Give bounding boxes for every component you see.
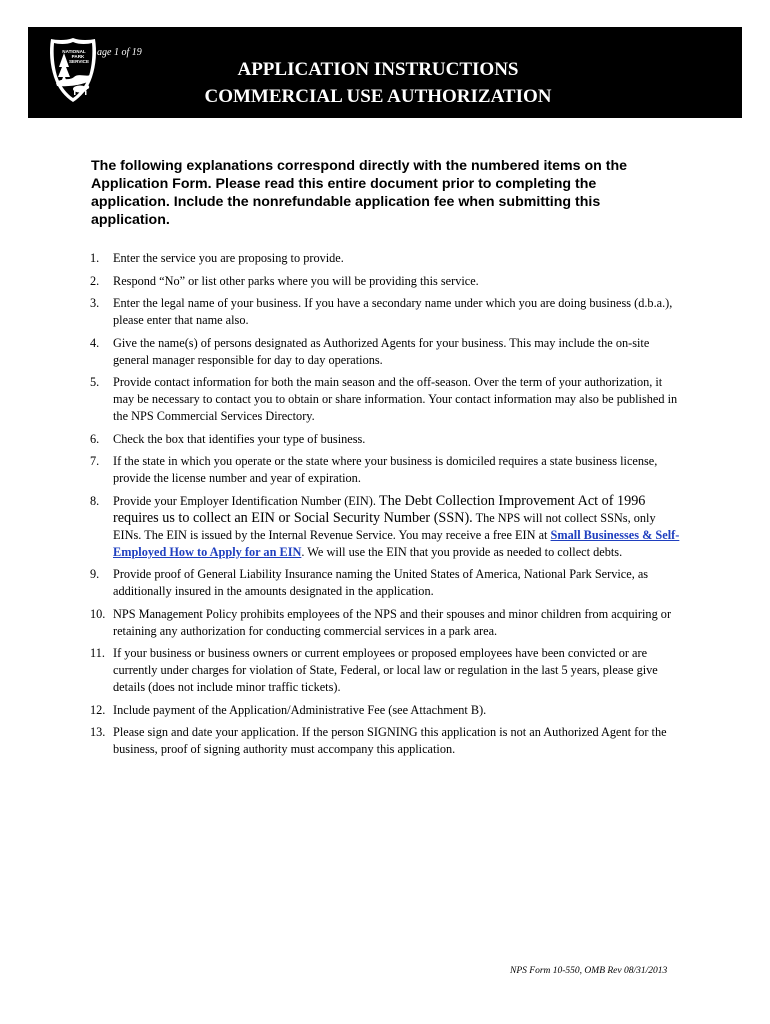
- list-item: [90, 273, 690, 290]
- list-item: [90, 645, 690, 696]
- item-text: If your business or business owners or current employees or proposed employees have been convicted or are currently under charges for violation of State, Federal, or local law or regulation in the last 5 years, please give details (does not include minor traffic tickets).: [113, 646, 658, 694]
- item-text: Give the name(s) of persons designated as Authorized Agents for your business. This may include the on-site general manager responsible for day to day operations.: [113, 335, 650, 367]
- item-text-part: The NPS will not collect SSNs, only EINs. The EIN is issued by the Internal Revenue Service. You may receive a free EIN at: [113, 510, 656, 542]
- item-text: Respond “No” or list other parks where you will be providing this service.: [113, 273, 479, 288]
- item-text: Include payment of the Application/Administrative Fee (see Attachment B).: [113, 702, 487, 717]
- header-bar: [28, 27, 742, 118]
- list-item: [90, 250, 690, 267]
- intro-paragraph: The following explanations correspond directly with the numbered items on the Application Form. Please read this entire document prior to completing the application. Include the nonrefundable application fee when submitting this application.: [91, 158, 628, 228]
- document-title-line-2: COMMERCIAL USE AUTHORIZATION: [204, 86, 552, 107]
- item-number: 12.: [90, 702, 106, 717]
- item-text-part: Provide your Employer Identification Number (EIN).: [113, 493, 380, 508]
- item-text: [113, 493, 681, 561]
- list-item: [90, 453, 690, 487]
- list-item: [90, 566, 690, 600]
- item-text: Please sign and date your application. If the person SIGNING this application is not an Authorized Agent for the business, proof of signing authority must accompany this application.: [113, 725, 667, 756]
- list-item: [90, 335, 690, 369]
- logo-text-park: PARK: [71, 54, 85, 59]
- document-title-line-1: APPLICATION INSTRUCTIONS: [237, 59, 519, 80]
- page-number: age 1 of 19: [97, 47, 142, 58]
- logo-text-service: SERVICE: [68, 59, 90, 64]
- item-text: Enter the legal name of your business. If you have a secondary name under which you are doing business (d.b.a.), please enter that name also.: [113, 296, 673, 327]
- list-item: [90, 724, 690, 758]
- item-text: NPS Management Policy prohibits employees of the NPS and their spouses and minor children from acquiring or retaining any authorization for conducting commercial services in a park area.: [113, 606, 672, 638]
- item-text: Provide proof of General Liability Insurance naming the United States of America, National Park Service, as additionally insured in the amounts designated in the application.: [113, 567, 649, 598]
- item-number: 10.: [90, 606, 106, 621]
- item-number: 13.: [90, 725, 106, 739]
- item-number: 9.: [90, 567, 100, 581]
- list-item: [90, 431, 690, 448]
- list-item: [90, 702, 690, 719]
- item-number: 3.: [90, 296, 100, 310]
- item-number: 1.: [90, 251, 100, 265]
- item-number: 5.: [90, 375, 100, 389]
- item-number: 11.: [90, 646, 105, 660]
- logo-text-national: NATIONAL: [62, 49, 86, 54]
- item-number: 8.: [90, 493, 100, 508]
- item-text-part: . We will use the EIN that you provide as needed to collect debts.: [301, 544, 623, 559]
- item-text: Check the box that identifies your type of business.: [113, 431, 366, 446]
- item-number: 6.: [90, 431, 100, 446]
- irs-ein-link[interactable]: Small Businesses & Self-Employed How to Apply for an EIN: [113, 527, 680, 559]
- item-number: 7.: [90, 454, 100, 468]
- instruction-list: [90, 250, 690, 764]
- list-item: [90, 606, 690, 640]
- form-number-footer: NPS Form 10-550, OMB Rev 08/31/2013: [510, 966, 668, 976]
- item-text: Provide contact information for both the main season and the off-season. Over the term of your authorization, it may be necessary to contact you to obtain or share information. Your contact information may also be published in the NPS Commercial Services Directory.: [113, 375, 678, 423]
- item-text: If the state in which you operate or the state where your business is domiciled requires a state business license, provide the license number and year of expiration.: [113, 454, 658, 485]
- debt-collection-act-text: The Debt Collection Improvement Act of 1996 requires us to collect an EIN or Social Security Number (SSN).: [113, 492, 646, 526]
- item-number: 2.: [90, 273, 100, 288]
- item-text: Enter the service you are proposing to provide.: [113, 251, 344, 265]
- list-item: [90, 295, 690, 329]
- item-number: 4.: [90, 335, 100, 350]
- list-item: [90, 374, 690, 425]
- list-item: [90, 493, 690, 561]
